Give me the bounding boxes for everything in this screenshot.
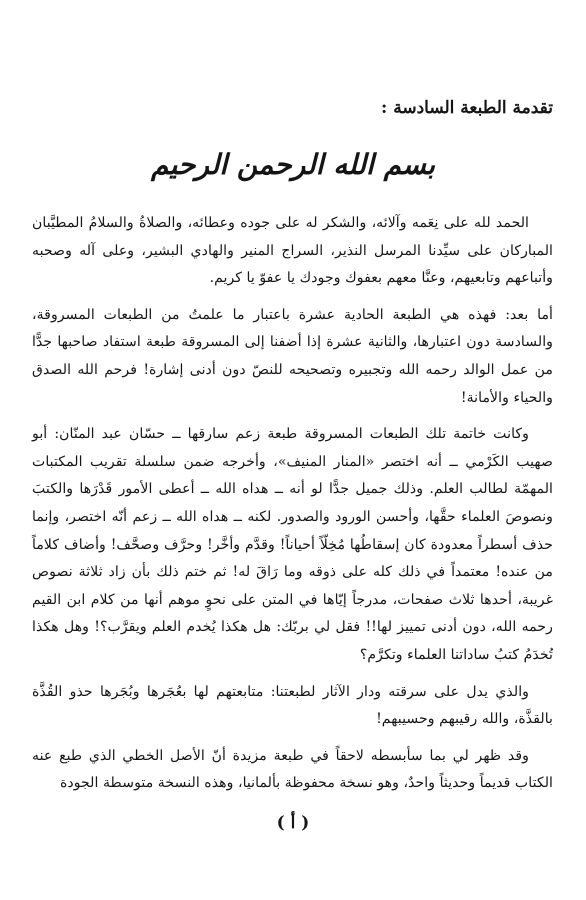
paragraph-praise: الحمد لله على نِعَمه وآلائه، والشكر له على جوده وعطائه، والصلاةُ والسلامُ المطيَّبان المباركان على سيِّدنا المرسل النذير، السراج المنير والهادي البشير، وعلى آله وصحبه وأتباعهم وتابعيهم، وعنَّا معهم بعفوك وجودك يا عفوّ يا كريم. [32,215,553,287]
paragraph-manuscript: وقد ظهر لي بما سأبسطه لاحقاً في طبعة مزيدة أنّ الأصل الخطي الذي طبع عنه الكتاب قديماً وحديثاً واحدٌ، وهو نسخة محفوظة بألمانيا، وهذه النسخة متوسطة الجودة [32,747,553,792]
paragraph-edition: أما بعد: فهذه هي الطبعة الحادية عشرة باعتبار ما علمتُ من الطبعات المسروقة، والسادسة دون اعتبارها، والثانية عشرة إذا أضفنا إلى المسروقة طبعة استفاد صاحبها جدًّا من عمل الوالد رحمه الله وتجبيره وتصحيحه للنصّ دون أدنى إشارة! فرحم الله الصدق والحياء والأمانة! [32,306,553,406]
basmala-calligraphy: بسم الله الرحمن الرحيم [151,148,435,181]
paragraph-stolen-editions: وكانت خاتمة تلك الطبعات المسروقة طبعة زعم سارقها ــ حسّان عبد المنّان: أبو صهيب الكَرْمي ــ أنه اختصر «المنار المنيف»، وأخرجه ضمن سلسلة تقريب المكتبات المهمّة لطالب العلم. وذلك جميل جدًّا لو أنه ــ هداه الله ــ أعطى الأمور قَدْرَها والكتبَ ونصوصَ العلماء حقَّها، وأحسن الورود والصدور. لكنه ــ هداه الله ــ زعم أنّه اختصر، وإنما حذف أسطراً معدودة كان إسقاطُها مُخِلّاً أحياناً! وقدَّم وأخَّر! وحرَّف وصحَّف! وأضاف كلاماً من عنده! معتمداً في ذلك كله على ذوقه وما رَاقَ له! ثم ختم ذلك بأن زاد ثلاثة نصوص غريبة، أحدها ثلاث صفحات، مدرجاً إيّاها في المتن على نحوٍ موهم أنها من كلام ابن القيم رحمه الله، دون أدنى تمييز لها!! فقل لي بربّك: هل هكذا يُخدم العلم ويقرَّب؟! وهل هكذا تُخدَمُ كتبُ ساداتنا العلماء وتكرَّم؟ [32,426,553,663]
body-text [32,210,553,807]
section-heading: تقدمة الطبعة السادسة : [381,98,553,118]
page-number: ( أ ) [276,813,310,833]
paragraph-theft-evidence: والذي يدل على سرقته ودار الآثار لطبعتنا: متابعتهم لها بعُجَرها وبُجَرها حذو القُذَّة بالقذَّة، والله رقيبهم وحسيبهم! [32,683,553,728]
